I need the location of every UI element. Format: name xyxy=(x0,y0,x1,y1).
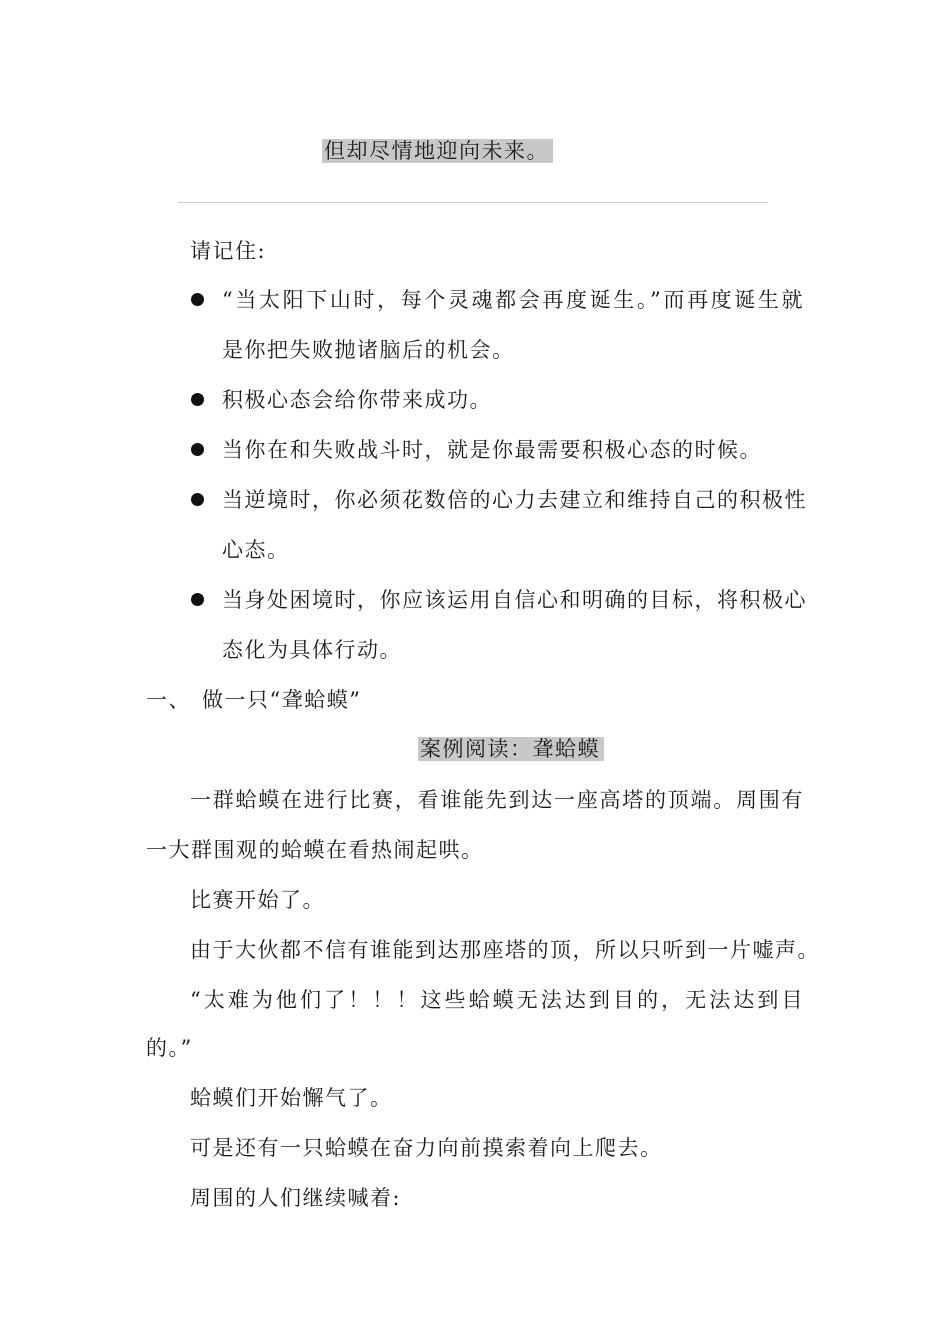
bullet-dot-icon xyxy=(191,393,204,406)
paragraph-1-line-2: 一大群围观的蛤蟆在看热闹起哄。 xyxy=(146,838,484,862)
paragraph-2: 比赛开始了。 xyxy=(190,888,325,912)
bullet-1-line-1: “当太阳下山时，每个灵魂都会再度诞生。”而再度诞生就 xyxy=(222,288,804,312)
paragraph-4-line-1: “太难为他们了！！！这些蛤蟆无法达到目的，无法达到目 xyxy=(190,988,804,1012)
paragraph-5: 蛤蟆们开始懈气了。 xyxy=(190,1086,393,1110)
bullet-5-line-2: 态化为具体行动。 xyxy=(222,638,402,662)
paragraph-3: 由于大伙都不信有谁能到达那座塔的顶，所以只听到一片嘘声。 xyxy=(190,938,820,962)
quote-tail-text: 但却尽情地迎向未来。 xyxy=(322,139,553,163)
bullet-4-line-1: 当逆境时，你必须花数倍的心力去建立和维持自己的积极性 xyxy=(222,488,807,512)
quote-tail xyxy=(322,136,553,166)
paragraph-6: 可是还有一只蛤蟆在奋力向前摸索着向上爬去。 xyxy=(190,1136,663,1160)
bullet-5-line-1: 当身处困境时，你应该运用自信心和明确的目标，将积极心 xyxy=(222,588,807,612)
section-number: 一、 xyxy=(146,688,191,712)
paragraph-1-line-1: 一群蛤蟆在进行比赛，看谁能先到达一座高塔的顶端。周围有 xyxy=(190,788,804,812)
bullet-dot-icon xyxy=(191,593,204,606)
bullet-dot-icon xyxy=(191,293,204,306)
remember-label: 请记住: xyxy=(190,239,267,263)
horizontal-divider xyxy=(178,202,768,203)
section-title: 做一只“聋蛤蟆” xyxy=(202,688,362,712)
bullet-2-line-1: 积极心态会给你带来成功。 xyxy=(222,388,492,412)
bullet-dot-icon xyxy=(191,493,204,506)
paragraph-4-line-2: 的。” xyxy=(146,1036,193,1060)
bullet-4-line-2: 心态。 xyxy=(222,538,290,562)
case-heading xyxy=(418,734,604,764)
bullet-1-line-2: 是你把失败抛诸脑后的机会。 xyxy=(222,338,515,362)
bullet-3-line-1: 当你在和失败战斗时，就是你最需要积极心态的时候。 xyxy=(222,438,762,462)
bullet-dot-icon xyxy=(191,443,204,456)
paragraph-7: 周围的人们继续喊着: xyxy=(190,1186,402,1210)
case-heading-text: 案例阅读：聋蛤蟆 xyxy=(418,737,604,761)
